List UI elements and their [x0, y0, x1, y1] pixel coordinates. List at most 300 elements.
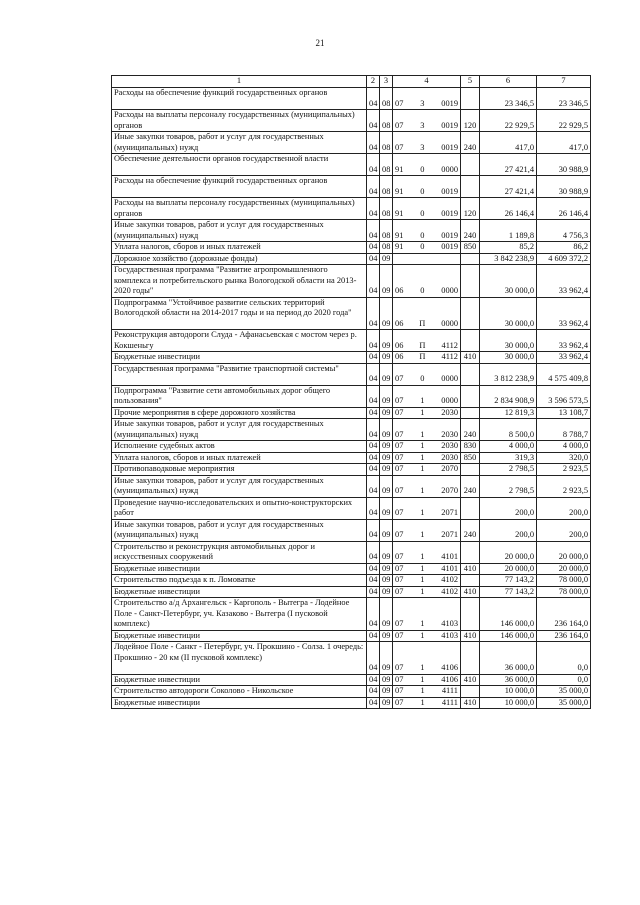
row-name: Государственная программа "Развитие агропромышленного комплекса и потребительского рынка Вологодской области на 2013-2020 годы" [112, 265, 367, 298]
cell-c7: 0,0 [537, 642, 591, 675]
code-part: 2030 [441, 452, 458, 462]
cell-c3: 09 [380, 686, 393, 698]
cell-c7: 78 000,0 [537, 586, 591, 598]
row-name: Расходы на выплаты персоналу государственных (муниципальных) органов [112, 198, 367, 220]
cell-c4 [393, 297, 461, 330]
row-name: Иные закупки товаров, работ и услуг для государственных (муниципальных) нужд [112, 475, 367, 497]
code-part: 1 [420, 674, 425, 684]
code-part: 91 [395, 208, 404, 218]
code-part: 1 [420, 563, 425, 573]
code-part: 0 [420, 186, 425, 196]
cell-c2: 04 [367, 407, 380, 419]
cell-c5 [461, 407, 480, 419]
code-part: 4101 [441, 563, 458, 573]
table-row [112, 475, 591, 497]
cell-c7: 35 000,0 [537, 686, 591, 698]
row-name: Строительство подъезда к п. Ломоватке [112, 575, 367, 587]
table-row [112, 697, 591, 709]
cell-c6: 417,0 [480, 132, 537, 154]
cell-c3: 09 [380, 475, 393, 497]
table-header-row [112, 76, 591, 88]
code-part: 4102 [441, 575, 458, 584]
code-part: 0 [420, 230, 425, 240]
cell-c2: 04 [367, 541, 380, 563]
table-row [112, 88, 591, 110]
table-row [112, 110, 591, 132]
row-name: Обеспечение деятельности органов государственной власти [112, 154, 367, 176]
cell-c4 [393, 452, 461, 464]
code-part: 2070 [441, 486, 458, 495]
code-part: 2030 [441, 407, 458, 417]
code-part: 1 [420, 464, 425, 473]
code-part: 06 [395, 318, 404, 328]
table-row [112, 674, 591, 686]
cell-c4 [393, 253, 461, 265]
code-part: 1 [420, 619, 425, 628]
row-name: Бюджетные инвестиции [112, 586, 367, 598]
table-row [112, 563, 591, 575]
code-part: 07 [395, 630, 404, 640]
cell-c4 [393, 154, 461, 176]
cell-c5: 240 [461, 419, 480, 441]
cell-c3: 09 [380, 575, 393, 587]
code-part: П [419, 352, 426, 361]
table-row [112, 497, 591, 519]
code-part: 1 [420, 575, 425, 584]
cell-c3: 09 [380, 586, 393, 598]
code-part: 07 [395, 486, 404, 495]
cell-c3: 08 [380, 242, 393, 254]
table-row [112, 363, 591, 385]
code-part: 2071 [441, 508, 458, 517]
cell-c5 [461, 575, 480, 587]
cell-c4 [393, 519, 461, 541]
code-part: 1 [420, 530, 425, 539]
code-part: 4106 [441, 674, 458, 684]
cell-c3: 09 [380, 697, 393, 709]
cell-c7: 236 164,0 [537, 598, 591, 631]
cell-c3: 09 [380, 497, 393, 519]
cell-c3: 09 [380, 674, 393, 686]
code-part: 07 [395, 530, 404, 539]
cell-c5: 410 [461, 563, 480, 575]
cell-c6: 3 842 238,9 [480, 253, 537, 265]
cell-c6: 77 143,2 [480, 575, 537, 587]
table-row [112, 642, 591, 675]
cell-c2: 04 [367, 642, 380, 675]
cell-c5 [461, 385, 480, 407]
code-part: 0019 [441, 98, 458, 108]
code-part: 1 [420, 407, 425, 417]
cell-c5: 410 [461, 352, 480, 364]
cell-c5: 240 [461, 475, 480, 497]
code-part: 06 [395, 340, 404, 350]
cell-c7: 78 000,0 [537, 575, 591, 587]
cell-c2: 04 [367, 220, 380, 242]
code-part: 07 [395, 441, 404, 450]
cell-c3: 09 [380, 297, 393, 330]
cell-c6: 36 000,0 [480, 674, 537, 686]
cell-c6: 20 000,0 [480, 563, 537, 575]
cell-c3: 09 [380, 452, 393, 464]
cell-c5 [461, 154, 480, 176]
table-row [112, 630, 591, 642]
cell-c5 [461, 265, 480, 298]
cell-c4 [393, 352, 461, 364]
cell-c7: 13 108,7 [537, 407, 591, 419]
cell-c2: 04 [367, 154, 380, 176]
table-row [112, 242, 591, 254]
cell-c6: 12 819,3 [480, 407, 537, 419]
code-part: 0 [420, 374, 425, 383]
row-name: Расходы на обеспечение функций государственных органов [112, 176, 367, 198]
cell-c4 [393, 541, 461, 563]
cell-c5 [461, 642, 480, 675]
cell-c2: 04 [367, 686, 380, 698]
cell-c5: 120 [461, 110, 480, 132]
cell-c6: 1 189,8 [480, 220, 537, 242]
cell-c7: 22 929,5 [537, 110, 591, 132]
cell-c3: 09 [380, 541, 393, 563]
cell-c3: 09 [380, 598, 393, 631]
cell-c3: 09 [380, 363, 393, 385]
cell-c6: 2 798,5 [480, 475, 537, 497]
table-row [112, 352, 591, 364]
table-row [112, 253, 591, 265]
cell-c3: 09 [380, 630, 393, 642]
cell-c7: 33 962,4 [537, 265, 591, 298]
cell-c4 [393, 385, 461, 407]
cell-c7: 320,0 [537, 452, 591, 464]
cell-c7: 0,0 [537, 674, 591, 686]
cell-c2: 04 [367, 88, 380, 110]
code-part: 1 [420, 508, 425, 517]
code-part: 4102 [441, 586, 458, 596]
row-name: Строительство автодороги Соколово - Никольское [112, 686, 367, 698]
cell-c7: 4 575 409,8 [537, 363, 591, 385]
cell-c3: 09 [380, 352, 393, 364]
cell-c3: 08 [380, 154, 393, 176]
code-part: 4111 [441, 697, 458, 707]
cell-c2: 04 [367, 674, 380, 686]
cell-c6: 30 000,0 [480, 330, 537, 352]
cell-c4 [393, 497, 461, 519]
header-cell: 2 [367, 76, 380, 88]
cell-c3: 09 [380, 519, 393, 541]
row-name: Бюджетные инвестиции [112, 674, 367, 686]
cell-c7: 33 962,4 [537, 352, 591, 364]
row-name: Расходы на выплаты персоналу государственных (муниципальных) органов [112, 110, 367, 132]
code-part: 91 [395, 242, 404, 251]
cell-c4 [393, 363, 461, 385]
cell-c7: 8 788,7 [537, 419, 591, 441]
cell-c2: 04 [367, 385, 380, 407]
row-name: Бюджетные инвестиции [112, 697, 367, 709]
code-part: 07 [395, 552, 404, 561]
cell-c3: 09 [380, 330, 393, 352]
cell-c2: 04 [367, 110, 380, 132]
cell-c2: 04 [367, 330, 380, 352]
code-part: 07 [395, 142, 404, 152]
page-number: 21 [315, 38, 325, 48]
code-part: 1 [420, 686, 425, 695]
code-part: 07 [395, 464, 404, 473]
code-part: 1 [420, 441, 425, 450]
cell-c2: 04 [367, 253, 380, 265]
cell-c5: 830 [461, 441, 480, 453]
cell-c3: 08 [380, 110, 393, 132]
cell-c3: 09 [380, 441, 393, 453]
row-name: Иные закупки товаров, работ и услуг для государственных (муниципальных) нужд [112, 132, 367, 154]
code-part: 91 [395, 164, 404, 174]
row-name: Исполнение судебных актов [112, 441, 367, 453]
cell-c4 [393, 110, 461, 132]
code-part: 07 [395, 674, 404, 684]
cell-c2: 04 [367, 452, 380, 464]
row-name: Реконструкция автодороги Слуда - Афанасьевская с мостом через р. Кокшеньгу [112, 330, 367, 352]
cell-c7: 4 000,0 [537, 441, 591, 453]
code-part: 0019 [441, 120, 458, 130]
cell-c6: 10 000,0 [480, 697, 537, 709]
code-part: 1 [420, 552, 425, 561]
cell-c6: 8 500,0 [480, 419, 537, 441]
row-name: Строительство и реконструкция автомобильных дорог и искусственных сооружений [112, 541, 367, 563]
cell-c3: 09 [380, 265, 393, 298]
code-part: 07 [395, 396, 404, 405]
cell-c5 [461, 686, 480, 698]
code-part: 07 [395, 508, 404, 517]
cell-c7: 30 988,9 [537, 154, 591, 176]
cell-c2: 04 [367, 265, 380, 298]
header-cell: 7 [537, 76, 591, 88]
cell-c6: 85,2 [480, 242, 537, 254]
row-name: Дорожное хозяйство (дорожные фонды) [112, 253, 367, 265]
cell-c2: 04 [367, 297, 380, 330]
cell-c3: 08 [380, 198, 393, 220]
cell-c5 [461, 363, 480, 385]
code-part: 06 [395, 352, 404, 361]
code-part: 0000 [441, 396, 458, 405]
code-part: 07 [395, 98, 404, 108]
code-part: 07 [395, 563, 404, 573]
cell-c7: 26 146,4 [537, 198, 591, 220]
cell-c4 [393, 88, 461, 110]
table-row [112, 686, 591, 698]
cell-c2: 04 [367, 363, 380, 385]
cell-c2: 04 [367, 132, 380, 154]
cell-c6: 2 834 908,9 [480, 385, 537, 407]
cell-c2: 04 [367, 176, 380, 198]
cell-c7: 2 923,5 [537, 464, 591, 476]
code-part: 07 [395, 697, 404, 707]
code-part: 1 [420, 697, 425, 707]
cell-c5 [461, 464, 480, 476]
cell-c2: 04 [367, 630, 380, 642]
row-name: Подпрограмма "Развитие сети автомобильных дорог общего пользования" [112, 385, 367, 407]
cell-c3: 09 [380, 253, 393, 265]
code-part: 4111 [441, 686, 458, 695]
row-name: Лодейное Поле - Санкт - Петербург, уч. Прокшино - Солза. 1 очередь: Прокшино - 20 км (II пусковой комплекс) [112, 642, 367, 675]
cell-c6: 27 421,4 [480, 176, 537, 198]
code-part: 4103 [441, 619, 458, 628]
table-row [112, 220, 591, 242]
code-part: 0019 [441, 230, 458, 240]
code-part: 0000 [441, 318, 458, 328]
code-part: 3 [420, 120, 425, 130]
code-part: 1 [420, 630, 425, 640]
cell-c5: 240 [461, 132, 480, 154]
header-cell: 6 [480, 76, 537, 88]
code-part: 07 [395, 374, 404, 383]
header-cell: 3 [380, 76, 393, 88]
cell-c5 [461, 253, 480, 265]
cell-c2: 04 [367, 464, 380, 476]
table-row [112, 441, 591, 453]
budget-table [111, 75, 591, 709]
cell-c5: 410 [461, 630, 480, 642]
code-part: 07 [395, 619, 404, 628]
cell-c4 [393, 642, 461, 675]
table-row [112, 419, 591, 441]
cell-c2: 04 [367, 475, 380, 497]
cell-c5: 850 [461, 452, 480, 464]
row-name: Подпрограмма "Устойчивое развитие сельских территорий Вологодской области на 2014-2017 годы и на период до 2020 года" [112, 297, 367, 330]
cell-c2: 04 [367, 242, 380, 254]
cell-c6: 23 346,5 [480, 88, 537, 110]
cell-c7: 30 988,9 [537, 176, 591, 198]
cell-c5 [461, 598, 480, 631]
cell-c6: 36 000,0 [480, 642, 537, 675]
cell-c2: 04 [367, 352, 380, 364]
cell-c3: 08 [380, 220, 393, 242]
cell-c4 [393, 598, 461, 631]
code-part: 1 [420, 586, 425, 596]
cell-c4 [393, 586, 461, 598]
cell-c5 [461, 497, 480, 519]
cell-c4 [393, 176, 461, 198]
cell-c6: 30 000,0 [480, 297, 537, 330]
row-name: Уплата налогов, сборов и иных платежей [112, 452, 367, 464]
cell-c5: 120 [461, 198, 480, 220]
table-row [112, 198, 591, 220]
cell-c6: 20 000,0 [480, 541, 537, 563]
table-row [112, 132, 591, 154]
code-part: 2030 [441, 429, 458, 439]
header-cell: 1 [112, 76, 367, 88]
cell-c5 [461, 297, 480, 330]
cell-c5 [461, 330, 480, 352]
table-row [112, 586, 591, 598]
cell-c7: 4 756,3 [537, 220, 591, 242]
cell-c4 [393, 697, 461, 709]
row-name: Иные закупки товаров, работ и услуг для государственных (муниципальных) нужд [112, 220, 367, 242]
cell-c7: 35 000,0 [537, 697, 591, 709]
cell-c5: 850 [461, 242, 480, 254]
code-part: 07 [395, 429, 404, 439]
cell-c6: 2 798,5 [480, 464, 537, 476]
cell-c7: 2 923,5 [537, 475, 591, 497]
table-row [112, 176, 591, 198]
cell-c4 [393, 464, 461, 476]
cell-c7: 33 962,4 [537, 297, 591, 330]
cell-c2: 04 [367, 519, 380, 541]
cell-c4 [393, 407, 461, 419]
cell-c6: 30 000,0 [480, 352, 537, 364]
cell-c7: 4 609 372,2 [537, 253, 591, 265]
cell-c3: 08 [380, 88, 393, 110]
cell-c2: 04 [367, 598, 380, 631]
header-cell: 4 [393, 76, 461, 88]
table-row [112, 452, 591, 464]
cell-c6: 22 929,5 [480, 110, 537, 132]
cell-c4 [393, 198, 461, 220]
table-row [112, 407, 591, 419]
cell-c7: 23 346,5 [537, 88, 591, 110]
cell-c5 [461, 541, 480, 563]
cell-c5: 240 [461, 519, 480, 541]
table-row [112, 265, 591, 298]
cell-c6: 26 146,4 [480, 198, 537, 220]
code-part: 0 [420, 164, 425, 174]
row-name: Государственная программа "Развитие транспортной системы" [112, 363, 367, 385]
table-row [112, 519, 591, 541]
row-name: Расходы на обеспечение функций государственных органов [112, 88, 367, 110]
table-row [112, 464, 591, 476]
cell-c4 [393, 630, 461, 642]
row-name: Бюджетные инвестиции [112, 630, 367, 642]
code-part: 3 [420, 98, 425, 108]
cell-c3: 09 [380, 642, 393, 675]
cell-c4 [393, 265, 461, 298]
code-part: 1 [420, 429, 425, 439]
table-row [112, 154, 591, 176]
code-part: 4101 [441, 552, 458, 561]
cell-c6: 146 000,0 [480, 598, 537, 631]
code-part: 0019 [441, 242, 458, 251]
code-part: 07 [395, 686, 404, 695]
cell-c7: 20 000,0 [537, 541, 591, 563]
row-name: Противопаводковые мероприятия [112, 464, 367, 476]
cell-c7: 200,0 [537, 497, 591, 519]
code-part: 07 [395, 120, 404, 130]
row-name: Иные закупки товаров, работ и услуг для государственных (муниципальных) нужд [112, 419, 367, 441]
code-part: 3 [420, 142, 425, 152]
cell-c3: 09 [380, 419, 393, 441]
code-part: 4103 [441, 630, 458, 640]
row-name: Иные закупки товаров, работ и услуг для государственных (муниципальных) нужд [112, 519, 367, 541]
cell-c3: 09 [380, 563, 393, 575]
cell-c2: 04 [367, 586, 380, 598]
cell-c4 [393, 242, 461, 254]
cell-c4 [393, 563, 461, 575]
code-part: 06 [395, 286, 404, 295]
cell-c2: 04 [367, 198, 380, 220]
cell-c7: 236 164,0 [537, 630, 591, 642]
code-part: 2071 [441, 530, 458, 539]
code-part: 4112 [441, 340, 458, 350]
cell-c6: 10 000,0 [480, 686, 537, 698]
code-part: 2070 [441, 464, 458, 473]
code-part: 2030 [441, 441, 458, 450]
code-part: 0 [420, 286, 425, 295]
cell-c4 [393, 475, 461, 497]
cell-c7: 86,2 [537, 242, 591, 254]
code-part: 91 [395, 186, 404, 196]
table-row [112, 330, 591, 352]
cell-c6: 146 000,0 [480, 630, 537, 642]
code-part: 4112 [441, 352, 458, 361]
cell-c2: 04 [367, 419, 380, 441]
